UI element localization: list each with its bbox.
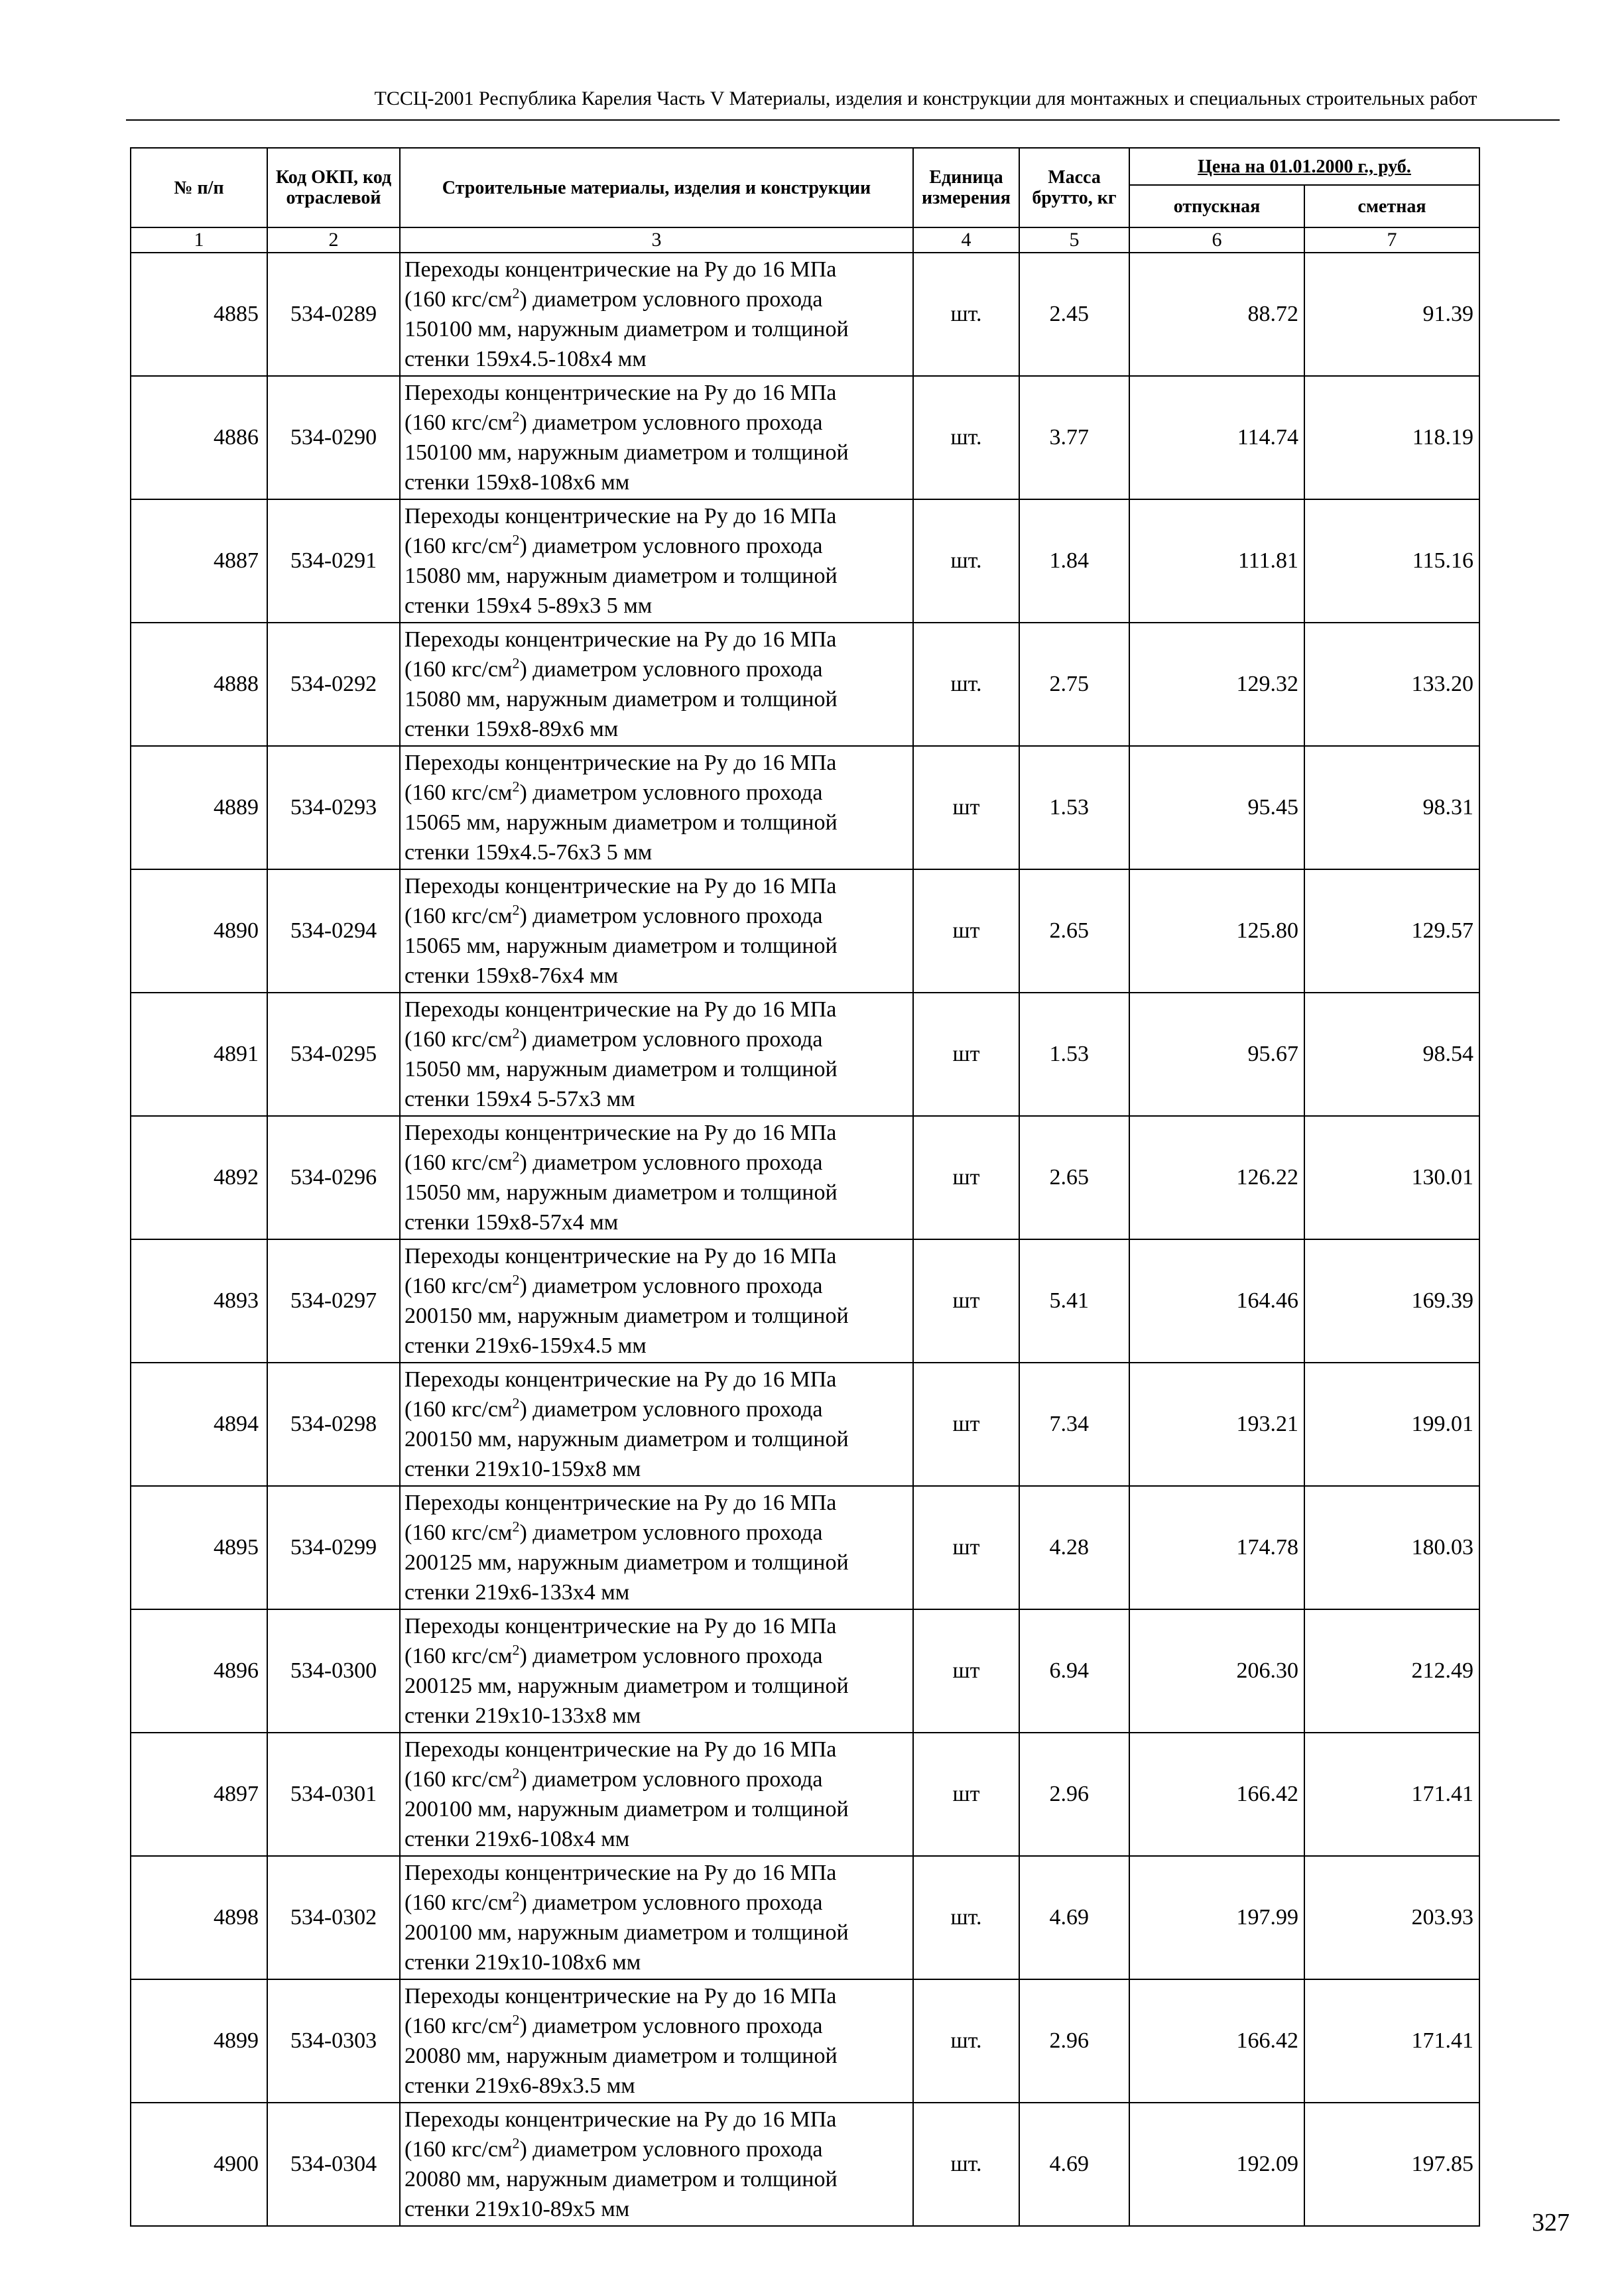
row-unit: шт. [913, 1856, 1019, 1979]
desc-line: стенки 159x4 5-89x3 5 мм [405, 593, 653, 618]
row-price-estimate: 98.31 [1304, 746, 1479, 869]
price-table [130, 147, 1480, 2227]
desc-line: ) диаметром условного прохода [519, 2014, 823, 2038]
row-code: 534-0301 [267, 1733, 400, 1856]
row-description [400, 1979, 913, 2103]
row-price-estimate: 129.57 [1304, 869, 1479, 993]
row-mass: 6.94 [1019, 1609, 1129, 1733]
row-mass: 2.45 [1019, 253, 1129, 376]
row-code: 534-0296 [267, 1116, 400, 1239]
column-number-row [131, 227, 1479, 253]
desc-line: стенки 159x4.5-76x3 5 мм [405, 840, 653, 865]
desc-line: 15080 мм, наружным диаметром и толщиной [405, 564, 838, 588]
page-number: 327 [1532, 2209, 1570, 2237]
table-row [131, 1239, 1479, 1363]
table-row [131, 499, 1479, 623]
row-code: 534-0294 [267, 869, 400, 993]
row-price-release: 197.99 [1129, 1856, 1304, 1979]
desc-line: стенки 159x4 5-57x3 мм [405, 1087, 635, 1111]
desc-line: стенки 219x10-159x8 мм [405, 1457, 641, 1481]
row-price-release: 114.74 [1129, 376, 1304, 499]
superscript-2: 2 [512, 778, 520, 795]
desc-line: Переходы концентрические на Ру до 16 МПа [405, 1984, 837, 2008]
row-price-release: 125.80 [1129, 869, 1304, 993]
row-unit: шт. [913, 623, 1019, 746]
desc-line: ) диаметром условного прохода [519, 1027, 823, 1052]
row-price-release: 166.42 [1129, 1979, 1304, 2103]
desc-line: Переходы концентрические на Ру до 16 МПа [405, 874, 837, 898]
desc-line: стенки 159x8-89x6 мм [405, 717, 619, 741]
desc-line: Переходы концентрические на Ру до 16 МПа [405, 1861, 837, 1885]
table-row [131, 623, 1479, 746]
desc-line: 15065 мм, наружным диаметром и толщиной [405, 934, 838, 958]
desc-line: стенки 159x8-108x6 мм [405, 470, 630, 495]
desc-line: Переходы концентрические на Ру до 16 МПа [405, 1491, 837, 1515]
row-description [400, 1363, 913, 1486]
desc-line: ) диаметром условного прохода [519, 534, 823, 558]
row-unit: шт. [913, 499, 1019, 623]
desc-line: (160 кгс/см [405, 2014, 513, 2038]
row-mass: 4.69 [1019, 1856, 1129, 1979]
desc-line: 150100 мм, наружным диаметром и толщиной [405, 440, 849, 465]
desc-line: ) диаметром условного прохода [519, 1520, 823, 1545]
row-description [400, 253, 913, 376]
desc-line: Переходы концентрические на Ру до 16 МПа [405, 1614, 837, 1638]
row-mass: 7.34 [1019, 1363, 1129, 1486]
row-unit: шт [913, 746, 1019, 869]
desc-line: (160 кгс/см [405, 534, 513, 558]
row-price-estimate: 212.49 [1304, 1609, 1479, 1733]
superscript-2: 2 [512, 1394, 520, 1412]
column-number: 5 [1019, 227, 1129, 253]
row-price-release: 206.30 [1129, 1609, 1304, 1733]
page-header: ТССЦ-2001 Республика Карелия Часть V Материалы, изделия и конструкции для монтажных и специальных строительных работ [374, 88, 1477, 109]
desc-line: Переходы концентрические на Ру до 16 МПа [405, 751, 837, 775]
row-price-estimate: 118.19 [1304, 376, 1479, 499]
row-price-estimate: 91.39 [1304, 253, 1479, 376]
row-mass: 1.53 [1019, 993, 1129, 1116]
row-price-release: 95.67 [1129, 993, 1304, 1116]
row-code: 534-0302 [267, 1856, 400, 1979]
row-description [400, 1609, 913, 1733]
desc-line: Переходы концентрические на Ру до 16 МПа [405, 997, 837, 1022]
superscript-2: 2 [512, 284, 520, 302]
desc-line: Переходы концентрические на Ру до 16 МПа [405, 1737, 837, 1762]
row-description [400, 869, 913, 993]
desc-line: (160 кгс/см [405, 904, 513, 928]
superscript-2: 2 [512, 901, 520, 918]
row-description [400, 746, 913, 869]
row-unit: шт. [913, 1979, 1019, 2103]
desc-line: Переходы концентрические на Ру до 16 МПа [405, 2107, 837, 2132]
row-price-release: 126.22 [1129, 1116, 1304, 1239]
desc-line: стенки 159x8-76x4 мм [405, 963, 619, 988]
desc-line: ) диаметром условного прохода [519, 1767, 823, 1792]
desc-line: стенки 219x10-108x6 мм [405, 1950, 641, 1975]
table-row [131, 376, 1479, 499]
header-price-estimate: сметная [1304, 185, 1479, 227]
desc-line: стенки 159x8-57x4 мм [405, 1210, 619, 1235]
desc-line: стенки 159x4.5-108x4 мм [405, 347, 647, 371]
row-description [400, 993, 913, 1116]
desc-line: 20080 мм, наружным диаметром и толщиной [405, 2044, 838, 2068]
desc-line: (160 кгс/см [405, 1644, 513, 1668]
superscript-2: 2 [512, 408, 520, 425]
row-price-estimate: 133.20 [1304, 623, 1479, 746]
table-row [131, 1979, 1479, 2103]
desc-line: Переходы концентрические на Ру до 16 МПа [405, 381, 837, 405]
desc-line: 200150 мм, наружным диаметром и толщиной [405, 1427, 849, 1451]
row-code: 534-0299 [267, 1486, 400, 1609]
desc-line: ) диаметром условного прохода [519, 657, 823, 682]
row-unit: шт. [913, 253, 1019, 376]
row-description [400, 2103, 913, 2226]
table-row [131, 253, 1479, 376]
row-price-estimate: 197.85 [1304, 2103, 1479, 2226]
row-unit: шт [913, 1609, 1019, 1733]
row-number: 4891 [131, 993, 267, 1116]
desc-line: ) диаметром условного прохода [519, 1150, 823, 1175]
row-mass: 2.65 [1019, 1116, 1129, 1239]
superscript-2: 2 [512, 2134, 520, 2152]
row-mass: 1.84 [1019, 499, 1129, 623]
row-number: 4895 [131, 1486, 267, 1609]
row-number: 4889 [131, 746, 267, 869]
table-row [131, 993, 1479, 1116]
desc-line: 200100 мм, наружным диаметром и толщиной [405, 1797, 849, 1822]
row-code: 534-0289 [267, 253, 400, 376]
row-mass: 2.96 [1019, 1733, 1129, 1856]
row-mass: 3.77 [1019, 376, 1129, 499]
desc-line: Переходы концентрические на Ру до 16 МПа [405, 257, 837, 282]
table-row [131, 1116, 1479, 1239]
table-row [131, 1609, 1479, 1733]
desc-line: ) диаметром условного прохода [519, 287, 823, 312]
row-price-estimate: 171.41 [1304, 1979, 1479, 2103]
row-price-estimate: 203.93 [1304, 1856, 1479, 1979]
table-row [131, 1486, 1479, 1609]
row-number: 4892 [131, 1116, 267, 1239]
row-unit: шт. [913, 2103, 1019, 2226]
header-num: № п/п [131, 148, 267, 227]
header-price-release: отпускная [1129, 185, 1304, 227]
header-mass: Масса брутто, кг [1019, 148, 1129, 227]
row-description [400, 623, 913, 746]
row-number: 4887 [131, 499, 267, 623]
row-code: 534-0292 [267, 623, 400, 746]
header-price-group: Цена на 01.01.2000 г., руб. [1129, 148, 1479, 185]
column-number: 2 [267, 227, 400, 253]
row-price-release: 166.42 [1129, 1733, 1304, 1856]
row-number: 4885 [131, 253, 267, 376]
header-code: Код ОКП, код отраслевой [267, 148, 400, 227]
column-number: 3 [400, 227, 913, 253]
desc-line: Переходы концентрические на Ру до 16 МПа [405, 627, 837, 652]
desc-line: ) диаметром условного прохода [519, 1644, 823, 1668]
row-description [400, 1486, 913, 1609]
desc-line: 200100 мм, наружным диаметром и толщиной [405, 1920, 849, 1945]
table-row [131, 1733, 1479, 1856]
desc-line: (160 кгс/см [405, 1274, 513, 1298]
superscript-2: 2 [512, 1024, 520, 1042]
desc-line: 20080 мм, наружным диаметром и толщиной [405, 2167, 838, 2192]
table-row [131, 1856, 1479, 1979]
superscript-2: 2 [512, 2011, 520, 2028]
row-unit: шт [913, 1733, 1019, 1856]
desc-line: (160 кгс/см [405, 410, 513, 435]
row-price-release: 192.09 [1129, 2103, 1304, 2226]
desc-line: стенки 219x6-159x4.5 мм [405, 1333, 647, 1358]
row-code: 534-0293 [267, 746, 400, 869]
row-price-estimate: 115.16 [1304, 499, 1479, 623]
desc-line: (160 кгс/см [405, 287, 513, 312]
row-price-estimate: 171.41 [1304, 1733, 1479, 1856]
row-mass: 2.65 [1019, 869, 1129, 993]
row-unit: шт [913, 1363, 1019, 1486]
row-unit: шт [913, 1116, 1019, 1239]
desc-line: (160 кгс/см [405, 1520, 513, 1545]
row-number: 4897 [131, 1733, 267, 1856]
row-code: 534-0295 [267, 993, 400, 1116]
table-row [131, 2103, 1479, 2226]
desc-line: (160 кгс/см [405, 1150, 513, 1175]
superscript-2: 2 [512, 1518, 520, 1535]
row-mass: 5.41 [1019, 1239, 1129, 1363]
row-unit: шт [913, 869, 1019, 993]
desc-line: (160 кгс/см [405, 1767, 513, 1792]
superscript-2: 2 [512, 1764, 520, 1782]
row-mass: 4.69 [1019, 2103, 1129, 2226]
row-price-estimate: 169.39 [1304, 1239, 1479, 1363]
desc-line: стенки 219x6-133x4 мм [405, 1580, 630, 1605]
superscript-2: 2 [512, 1641, 520, 1658]
desc-line: стенки 219x6-89x3.5 мм [405, 2073, 635, 2098]
superscript-2: 2 [512, 531, 520, 548]
row-number: 4894 [131, 1363, 267, 1486]
row-code: 534-0297 [267, 1239, 400, 1363]
desc-line: (160 кгс/см [405, 780, 513, 805]
row-price-estimate: 130.01 [1304, 1116, 1479, 1239]
desc-line: Переходы концентрические на Ру до 16 МПа [405, 1367, 837, 1392]
column-number: 4 [913, 227, 1019, 253]
column-number: 1 [131, 227, 267, 253]
desc-line: ) диаметром условного прохода [519, 1397, 823, 1422]
row-number: 4890 [131, 869, 267, 993]
column-number: 7 [1304, 227, 1479, 253]
row-number: 4898 [131, 1856, 267, 1979]
row-code: 534-0290 [267, 376, 400, 499]
desc-line: 150100 мм, наружным диаметром и толщиной [405, 317, 849, 341]
row-description [400, 1239, 913, 1363]
row-unit: шт [913, 1486, 1019, 1609]
desc-line: стенки 219x6-108x4 мм [405, 1827, 630, 1851]
desc-line: стенки 219x10-89x5 мм [405, 2197, 630, 2221]
desc-line: 200125 мм, наружным диаметром и толщиной [405, 1550, 849, 1575]
row-mass: 2.75 [1019, 623, 1129, 746]
desc-line: (160 кгс/см [405, 1397, 513, 1422]
desc-line: 15050 мм, наружным диаметром и толщиной [405, 1057, 838, 1081]
row-price-estimate: 180.03 [1304, 1486, 1479, 1609]
row-unit: шт. [913, 376, 1019, 499]
row-number: 4900 [131, 2103, 267, 2226]
desc-line: (160 кгс/см [405, 1027, 513, 1052]
desc-line: (160 кгс/см [405, 657, 513, 682]
column-number: 6 [1129, 227, 1304, 253]
table-row [131, 1363, 1479, 1486]
row-description [400, 499, 913, 623]
desc-line: ) диаметром условного прохода [519, 410, 823, 435]
row-price-release: 88.72 [1129, 253, 1304, 376]
superscript-2: 2 [512, 1148, 520, 1165]
desc-line: стенки 219x10-133x8 мм [405, 1703, 641, 1728]
desc-line: 200150 мм, наружным диаметром и толщиной [405, 1304, 849, 1328]
row-price-estimate: 98.54 [1304, 993, 1479, 1116]
table-row [131, 869, 1479, 993]
row-code: 534-0304 [267, 2103, 400, 2226]
desc-line: ) диаметром условного прохода [519, 780, 823, 805]
row-number: 4888 [131, 623, 267, 746]
row-price-release: 95.45 [1129, 746, 1304, 869]
desc-line: Переходы концентрические на Ру до 16 МПа [405, 504, 837, 528]
row-price-release: 174.78 [1129, 1486, 1304, 1609]
row-price-release: 164.46 [1129, 1239, 1304, 1363]
row-mass: 4.28 [1019, 1486, 1129, 1609]
desc-line: 15050 мм, наружным диаметром и толщиной [405, 1180, 838, 1205]
desc-line: 15080 мм, наружным диаметром и толщиной [405, 687, 838, 711]
row-price-release: 193.21 [1129, 1363, 1304, 1486]
row-mass: 2.96 [1019, 1979, 1129, 2103]
desc-line: ) диаметром условного прохода [519, 1890, 823, 1915]
row-code: 534-0303 [267, 1979, 400, 2103]
row-code: 534-0291 [267, 499, 400, 623]
desc-line: (160 кгс/см [405, 2137, 513, 2162]
table-row [131, 746, 1479, 869]
row-unit: шт [913, 1239, 1019, 1363]
row-description [400, 376, 913, 499]
row-number: 4899 [131, 1979, 267, 2103]
desc-line: (160 кгс/см [405, 1890, 513, 1915]
desc-line: ) диаметром условного прохода [519, 2137, 823, 2162]
desc-line: 15065 мм, наружным диаметром и толщиной [405, 810, 838, 835]
row-number: 4893 [131, 1239, 267, 1363]
header-name: Строительные материалы, изделия и конструкции [400, 148, 913, 227]
row-description [400, 1733, 913, 1856]
row-code: 534-0298 [267, 1363, 400, 1486]
desc-line: ) диаметром условного прохода [519, 1274, 823, 1298]
superscript-2: 2 [512, 654, 520, 672]
row-code: 534-0300 [267, 1609, 400, 1733]
desc-line: ) диаметром условного прохода [519, 904, 823, 928]
desc-line: 200125 мм, наружным диаметром и толщиной [405, 1674, 849, 1698]
row-price-release: 129.32 [1129, 623, 1304, 746]
header-unit: Единица измерения [913, 148, 1019, 227]
row-number: 4896 [131, 1609, 267, 1733]
row-number: 4886 [131, 376, 267, 499]
row-price-estimate: 199.01 [1304, 1363, 1479, 1486]
header-rule [126, 119, 1560, 121]
row-description [400, 1856, 913, 1979]
row-unit: шт [913, 993, 1019, 1116]
superscript-2: 2 [512, 1271, 520, 1288]
desc-line: Переходы концентрические на Ру до 16 МПа [405, 1121, 837, 1145]
row-mass: 1.53 [1019, 746, 1129, 869]
desc-line: Переходы концентрические на Ру до 16 МПа [405, 1244, 837, 1268]
superscript-2: 2 [512, 1888, 520, 1905]
row-description [400, 1116, 913, 1239]
row-price-release: 111.81 [1129, 499, 1304, 623]
